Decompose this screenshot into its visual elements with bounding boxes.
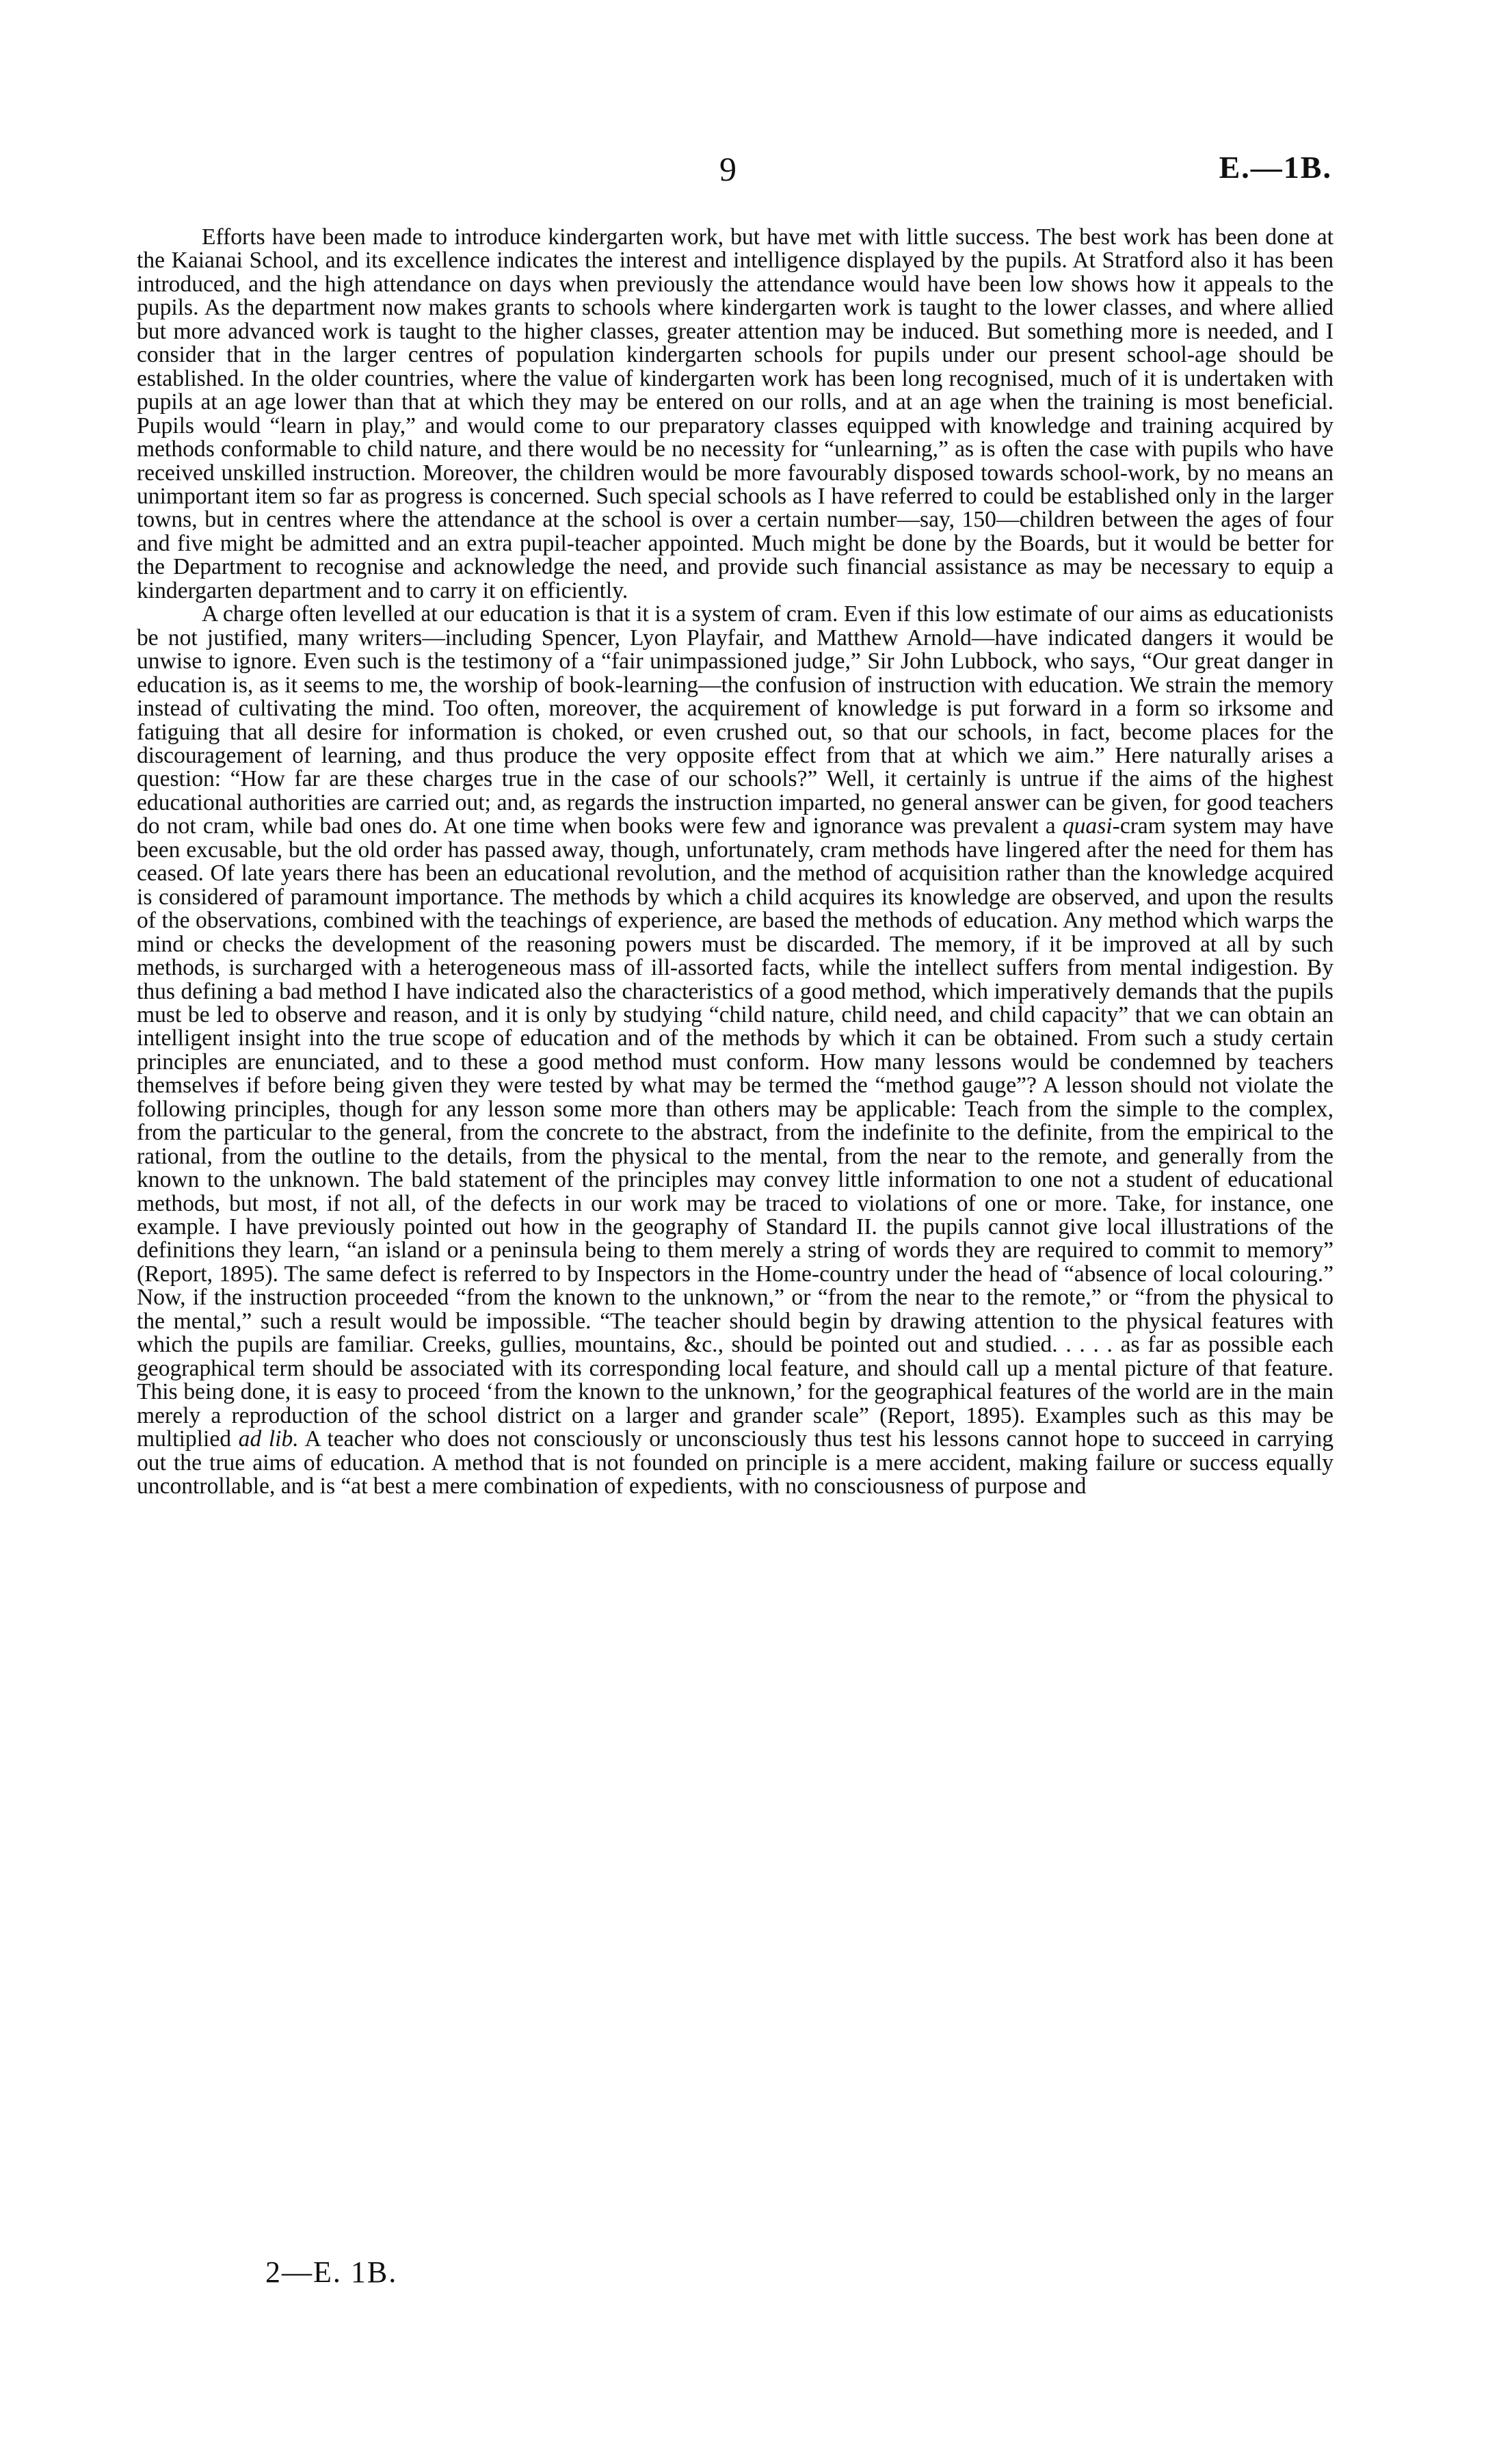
paragraph-kindergarten	[137, 226, 1334, 603]
text-segment: A charge often levelled at our education is that it is a system of cram. Even if this low estimate of our aims as educationists be not justified, many writers—including Spencer, Lyon Playfair, and Matthew Arnold—have indicated dangers it would be unwise to ignore. Even such is the testimony of a “fair unimpassioned judge,” Sir John Lubbock, who says, “Our great danger in education is, as it seems to me, the worship of book-learning—the confusion of instruction with education. We strain the memory instead of cultivating the mind. Too often, moreover, the acquirement of knowledge is put forward in a form so irksome and fatiguing that all desire for information is choked, or even crushed out, so that our schools, in fact, become places for the discouragement of learning, and thus produce the very opposite effect from that at which we aim.” Here naturally arises a question: “How far are these charges true in the case of our schools?” Well, it certainly is untrue if the aims of the highest educational authorities are carried out; and, as regards the instruction imparted, no general answer can be given, for good teachers do not cram, while bad ones do. At one time when books were few and ignorance was prevalent a	[137, 601, 1334, 839]
italic-term-ad-lib: ad lib.	[238, 1426, 299, 1452]
text-segment: Efforts have been made to introduce kindergarten work, but have met with little success. The best work has been done at the Kaianai School, and its excellence indicates the interest and intelligence displayed by the pupils. At Stratford also it has been introduced, and the high attendance on days when previously the attendance would have been low shows how it appeals to the pupils. As the department now makes grants to schools where kindergarten work is taught to the lower classes, and where allied but more advanced work is taught to the higher classes, greater attention may be induced. But something more is needed, and I consider that in the larger centres of population kindergarten schools for pupils under our present school-age should be established. In the older countries, where the value of kindergarten work has been long recognised, much of it is undertaken with pupils at an age lower than that at which they may be entered on our rolls, and at an age when the training is most beneficial. Pupils would “learn in play,” and would come to our preparatory classes equipped with knowledge and training acquired by methods conformable to child nature, and there would be no necessity for “unlearning,” as is often the case with pupils who have received unskilled instruction. Moreover, the children would be more favourably disposed towards school-work, by no means an unimportant item so far as progress is concerned. Such special schools as I have referred to could be established only in the larger towns, but in centres where the attendance at the school is over a certain number—say, 150—children between the ages of four and five might be admitted and an extra pupil-teacher appointed. Much might be done by the Boards, but it would be better for the Department to recognise and acknowledge the need, and provide such financial assistance as may be necessary to equip a kindergarten department and to carry it on efficiently.	[137, 224, 1334, 603]
text-segment: A teacher who does not consciously or unconsciously thus test his lessons cannot hope to succeed in carrying out the true aims of education. A method that is not founded on principle is a mere accident, making failure or success equally uncontrollable, and is “at best a mere combination of expedients, with no consciousness of purpose and	[137, 1426, 1334, 1499]
paragraph-cram	[137, 603, 1334, 1498]
body-text	[137, 226, 1334, 1498]
signature-mark: 2—E. 1B.	[265, 2255, 398, 2289]
text-segment: -cram system may have been excusable, but the old order has passed away, though, unfortunately, cram methods have lingered after the need for them has ceased. Of late years there has been an educational revolution, and the method of acquisition rather than the knowledge acquired is considered of paramount importance. The methods by which a child acquires its knowledge are observed, and upon the results of the observations, combined with the teachings of experience, are based the methods of education. Any method which warps the mind or checks the development of the reasoning powers must be discarded. The memory, if it be improved at all by such methods, is surcharged with a heterogeneous mass of ill-assorted facts, while the intellect suffers from mental indigestion. By thus defining a bad method I have indicated also the characteristics of a good method, which imperatively demands that the pupils must be led to observe and reason, and it is only by studying “child nature, child need, and child capacity” that we can obtain an intelligent insight into the true scope of education and of the methods by which it can be obtained. From such a study certain principles are enunciated, and to these a good method must conform. How many lessons would be condemned by teachers themselves if before being given they were tested by what may be termed the “method gauge”? A lesson should not violate the following principles, though for any lesson some more than others may be applicable: Teach from the simple to the complex, from the particular to the general, from the concrete to the abstract, from the indefinite to the definite, from the empirical to the rational, from the outline to the details, from the physical to the mental, from the near to the remote, and generally from the known to the unknown. The bald statement of the principles may convey little information to one not a student of educational methods, but most, if not all, of the defects in our work may be traced to violations of one or more. Take, for instance, one example. I have previously pointed out how in the geography of Standard II. the pupils cannot give local illustrations of the definitions they learn, “an island or a peninsula being to them merely a string of words they are required to commit to memory” (Report, 1895). The same defect is referred to by Inspectors in the Home-country under the head of “absence of local colouring.” Now, if the instruction proceeded “from the known to the unknown,” or “from the near to the remote,” or “from the physical to the mental,” such a result would be impossible. “The teacher should begin by drawing attention to the physical features with which the pupils are familiar. Creeks, gullies, mountains, &c., should be pointed out and studied. . . . . as far as possible each geographical term should be associated with its corresponding local feature, and should call up a mental picture of that feature. This being done, it is easy to proceed ‘from the known to the unknown,’ for the geographical features of the world are in the main merely a reproduction of the school district on a larger and grander scale” (Report, 1895). Examples such as this may be multiplied	[137, 813, 1334, 1452]
italic-term-quasi: quasi	[1062, 813, 1113, 839]
page-number: 9	[719, 150, 737, 188]
page-reference: E.—1B.	[1219, 150, 1332, 185]
